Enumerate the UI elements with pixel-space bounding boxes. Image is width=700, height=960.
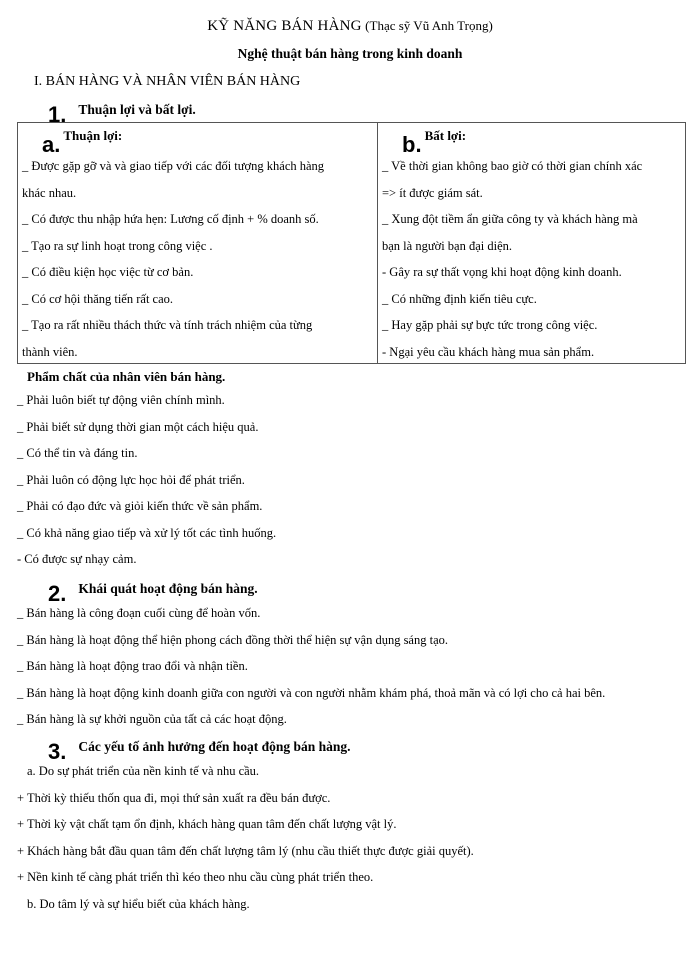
section-i-heading: I. BÁN HÀNG VÀ NHÂN VIÊN BÁN HÀNG [34,74,301,89]
disadvantage-line: - Gây ra sự thất vọng khi hoạt động kinh doanh. [382,265,622,279]
advantage-line: thành viên. [22,344,78,359]
disadvantages-label: Bất lợi: [424,128,467,143]
advantage-line: _ Có điều kiện học việc từ cơ bản. [22,265,194,279]
disadvantages-column [378,123,685,363]
advantages-letter: a. [42,132,61,157]
part3-heading [48,733,351,764]
disadvantage-line: => ít được giám sát. [382,185,483,200]
part2-item: _ Bán hàng là hoạt động trao đổi và nhận tiền. [17,659,248,673]
part3-subheading-b: b. Do tâm lý và sự hiểu biết của khách hàng. [27,896,250,911]
part2-number: 2. [48,581,67,606]
title-main: KỸ NĂNG BÁN HÀNG [207,18,362,34]
disadvantage-line: _ Về thời gian không bao giờ có thời gian chính xác [382,159,643,173]
part2-item: _ Bán hàng là công đoạn cuối cùng để hoàn vốn. [17,606,261,620]
part3-item: + Thời kỳ thiếu thốn qua đi, mọi thứ sản xuất ra đều bán được. [17,790,331,805]
part2-title: Khái quát hoạt động bán hàng. [78,581,258,596]
qualities-title: Phẩm chất của nhân viên bán hàng. [27,369,226,384]
quality-item: - Có được sự nhạy cảm. [17,552,137,566]
pros-cons-table [17,122,686,364]
part2-item: _ Bán hàng là hoạt động kinh doanh giữa con người và con người nhằm khám phá, thoả mãn và có lợi cho cả hai bên. [17,685,606,700]
part2-heading [48,575,258,606]
document-title [0,18,700,35]
disadvantages-letter: b. [402,132,422,157]
advantages-header [22,123,373,157]
part3-item: + Khách hàng bắt đầu quan tâm đến chất lượng tâm lý (nhu cầu thiết thực được giải quyết). [17,843,474,858]
advantage-line: khác nhau. [22,185,77,200]
part2-list [17,600,605,733]
disadvantage-line: - Ngại yêu cầu khách hàng mua sản phẩm. [382,344,595,359]
disadvantage-line: _ Hay gặp phải sự bực tức trong công việc. [382,318,598,332]
quality-item: _ Phải có đạo đức và giỏi kiến thức về sản phẩm. [17,499,263,513]
part3-item: + Thời kỳ vật chất tạm ổn định, khách hàng quan tâm đến chất lượng vật lý. [17,817,397,831]
quality-item: _ Phải luôn biết tự động viên chính mình. [17,393,225,407]
part2-item: _ Bán hàng là sự khởi nguồn của tất cả các hoạt động. [17,712,287,726]
part3-subheading-a: a. Do sự phát triển của nền kinh tế và nhu cầu. [27,764,260,778]
disadvantages-header [382,123,681,157]
title-author: (Thạc sỹ Vũ Anh Trọng) [365,18,493,33]
document-subtitle: Nghệ thuật bán hàng trong kinh doanh [237,46,463,61]
part3-item: + Nền kinh tế càng phát triển thì kéo theo nhu cầu cùng phát triển theo. [17,870,374,884]
part3-list [17,758,474,917]
quality-item: _ Phải biết sử dụng thời gian một cách hiệu quả. [17,419,259,434]
advantage-line: _ Tạo ra sự linh hoạt trong công việc . [22,238,213,253]
advantage-line: _ Tạo ra rất nhiều thách thức và tính trách nhiệm của từng [22,318,313,332]
part3-title: Các yếu tố ảnh hưởng đến hoạt động bán hàng. [78,739,351,754]
disadvantage-line: bạn là người bạn đại diện. [382,238,513,253]
part3-number: 3. [48,739,67,764]
quality-item: _ Phải luôn có động lực học hỏi để phát triển. [17,472,245,487]
part1-number: 1. [48,102,67,127]
advantages-column [18,123,378,363]
advantage-line: _ Được gặp gỡ và và giao tiếp với các đối tượng khách hàng [22,159,325,173]
part2-item: _ Bán hàng là hoạt động thể hiện phong cách đồng thời thể hiện sự vận dụng sáng tạo. [17,632,449,647]
disadvantage-line: _ Có những định kiến tiêu cực. [382,291,537,306]
advantage-line: _ Có được thu nhập hứa hẹn: Lương cố định + % doanh số. [22,212,319,226]
part1-heading [48,96,196,127]
quality-item: _ Có thể tin và đáng tin. [17,446,138,460]
disadvantage-line: _ Xung đột tiềm ẩn giữa công ty và khách hàng mà [382,212,638,226]
advantage-line: _ Có cơ hội thăng tiến rất cao. [22,291,174,306]
qualities-section [17,367,276,573]
quality-item: _ Có khả năng giao tiếp và xử lý tốt các tình huống. [17,525,277,540]
advantages-label: Thuận lợi: [63,128,123,143]
part1-title: Thuận lợi và bất lợi. [78,102,196,117]
